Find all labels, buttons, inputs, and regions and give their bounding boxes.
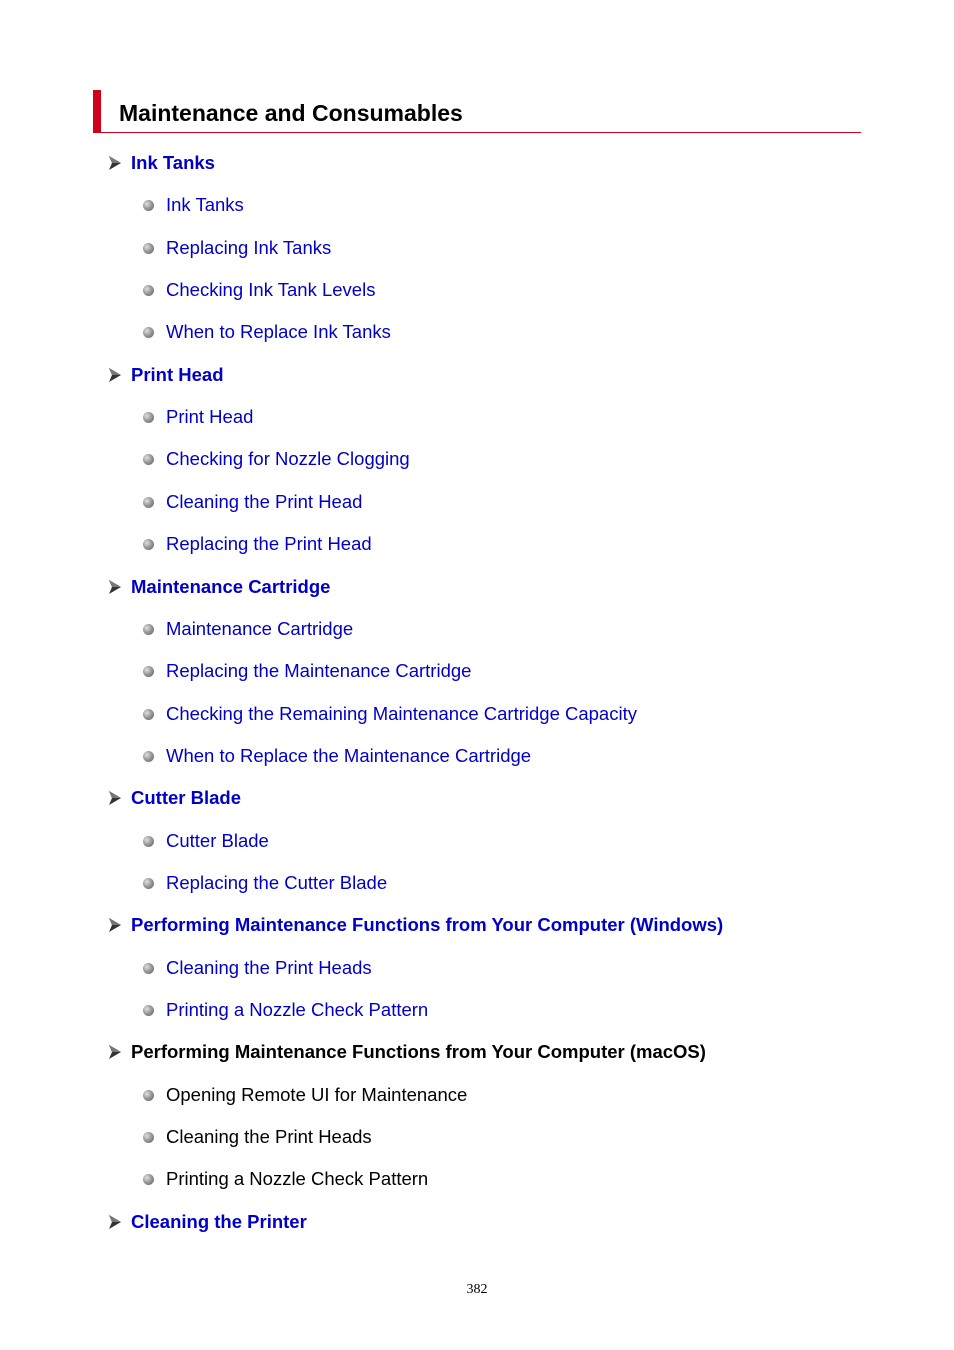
item-link[interactable]: Replacing Ink Tanks	[166, 237, 332, 258]
item-link[interactable]: Replacing the Cutter Blade	[166, 872, 388, 893]
section-heading	[108, 1039, 706, 1065]
bullet-icon	[143, 666, 154, 677]
bullet-icon	[143, 412, 154, 423]
bullet-icon	[143, 624, 154, 635]
section-link[interactable]: Cleaning the Printer	[131, 1211, 307, 1232]
item-link[interactable]: When to Replace Ink Tanks	[166, 321, 391, 342]
list-item[interactable]	[143, 997, 428, 1023]
section-link[interactable]: Performing Maintenance Functions from Your Computer (Windows)	[131, 914, 724, 935]
bullet-icon	[143, 539, 154, 550]
item-link[interactable]: Replacing the Maintenance Cartridge	[166, 660, 472, 681]
bullet-icon	[143, 1132, 154, 1143]
list-item[interactable]	[143, 658, 471, 684]
item-link[interactable]: Cleaning the Print Head	[166, 491, 363, 512]
list-item	[143, 1124, 372, 1150]
list-item[interactable]	[143, 235, 331, 261]
bullet-icon	[143, 709, 154, 720]
chevron-right-icon	[108, 579, 122, 595]
bullet-icon	[143, 1090, 154, 1101]
chevron-right-icon	[108, 917, 122, 933]
section-heading[interactable]	[108, 574, 330, 600]
section-heading[interactable]	[108, 362, 224, 388]
chevron-right-icon	[108, 1044, 122, 1060]
list-item[interactable]	[143, 404, 253, 430]
item-label: Opening Remote UI for Maintenance	[166, 1084, 468, 1105]
bullet-icon	[143, 751, 154, 762]
list-item	[143, 1082, 467, 1108]
bullet-icon	[143, 200, 154, 211]
section-heading[interactable]	[108, 912, 723, 938]
section-link[interactable]: Ink Tanks	[131, 152, 215, 173]
page-title	[93, 90, 861, 133]
item-link[interactable]: Checking for Nozzle Clogging	[166, 448, 410, 469]
list-item[interactable]	[143, 531, 372, 557]
bullet-icon	[143, 836, 154, 847]
bullet-icon	[143, 1005, 154, 1016]
bullet-icon	[143, 285, 154, 296]
page-title-text: Maintenance and Consumables	[119, 100, 463, 126]
item-link[interactable]: Cutter Blade	[166, 830, 269, 851]
bullet-icon	[143, 1174, 154, 1185]
item-link[interactable]: Checking the Remaining Maintenance Cartridge Capacity	[166, 703, 637, 724]
section-label: Performing Maintenance Functions from Your Computer (macOS)	[131, 1041, 706, 1062]
list-item[interactable]	[143, 319, 391, 345]
item-link[interactable]: Print Head	[166, 406, 254, 427]
item-link[interactable]: Replacing the Print Head	[166, 533, 372, 554]
list-item[interactable]	[143, 277, 375, 303]
list-item[interactable]	[143, 828, 269, 854]
section-heading[interactable]	[108, 785, 241, 811]
list-item	[143, 1166, 428, 1192]
list-item[interactable]	[143, 870, 387, 896]
chevron-right-icon	[108, 1214, 122, 1230]
item-link[interactable]: Printing a Nozzle Check Pattern	[166, 999, 429, 1020]
bullet-icon	[143, 878, 154, 889]
page-number: 382	[466, 1282, 488, 1297]
item-link[interactable]: Ink Tanks	[166, 194, 244, 215]
section-link[interactable]: Maintenance Cartridge	[131, 576, 331, 597]
item-label: Cleaning the Print Heads	[166, 1126, 372, 1147]
item-link[interactable]: When to Replace the Maintenance Cartridge	[166, 745, 532, 766]
bullet-icon	[143, 454, 154, 465]
bullet-icon	[143, 963, 154, 974]
section-link[interactable]: Print Head	[131, 364, 224, 385]
list-item[interactable]	[143, 192, 244, 218]
bullet-icon	[143, 243, 154, 254]
section-heading[interactable]	[108, 150, 215, 176]
list-item[interactable]	[143, 955, 372, 981]
bullet-icon	[143, 327, 154, 338]
chevron-right-icon	[108, 790, 122, 806]
bullet-icon	[143, 497, 154, 508]
chevron-right-icon	[108, 367, 122, 383]
list-item[interactable]	[143, 616, 353, 642]
list-item[interactable]	[143, 446, 410, 472]
section-heading[interactable]	[108, 1209, 307, 1235]
section-link[interactable]: Cutter Blade	[131, 787, 241, 808]
chevron-right-icon	[108, 155, 122, 171]
item-link[interactable]: Cleaning the Print Heads	[166, 957, 372, 978]
item-link[interactable]: Maintenance Cartridge	[166, 618, 354, 639]
list-item[interactable]	[143, 489, 362, 515]
list-item[interactable]	[143, 701, 637, 727]
item-label: Printing a Nozzle Check Pattern	[166, 1168, 429, 1189]
list-item[interactable]	[143, 743, 531, 769]
item-link[interactable]: Checking Ink Tank Levels	[166, 279, 376, 300]
